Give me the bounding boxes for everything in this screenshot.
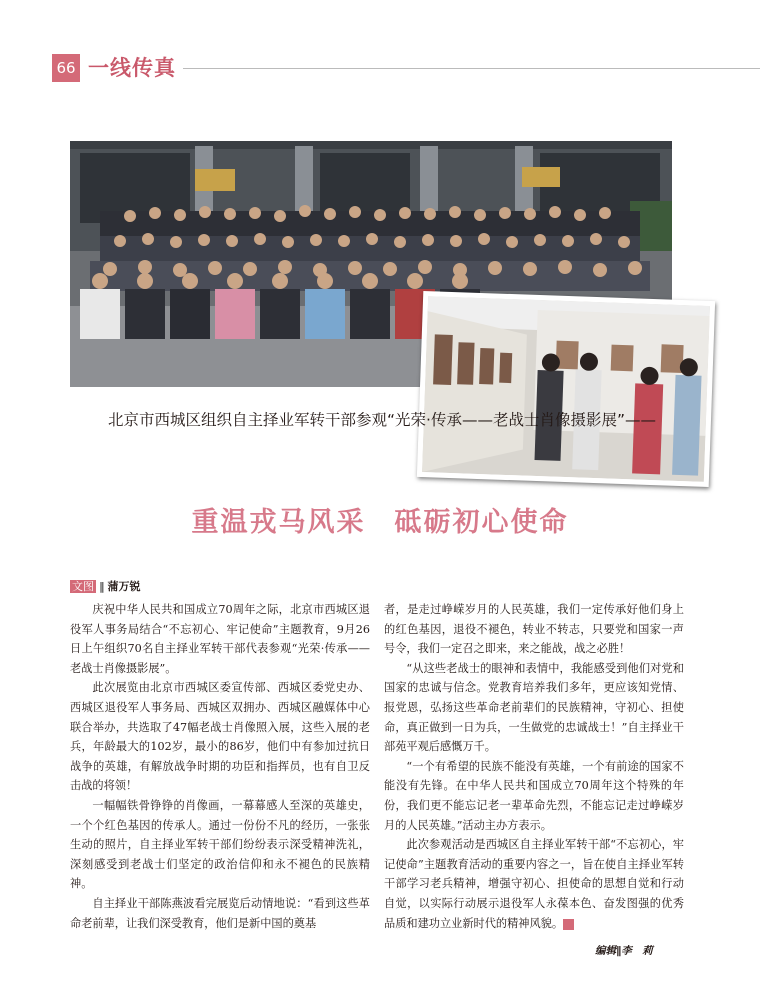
paragraph: 庆祝中华人民共和国成立70周年之际，北京市西城区退役军人事务局结合“不忘初心、牢记使命”主题教育，9月26日上午组织70名自主择业军转干部代表参观“光荣·传承——老战士肖像摄影展”。	[70, 603, 370, 675]
section-title: 一线传真	[88, 56, 176, 80]
header-divider	[183, 68, 760, 69]
byline-tag: 文图	[72, 580, 94, 593]
end-mark-icon: G	[563, 919, 574, 930]
byline	[70, 578, 141, 594]
paragraph: 者，是走过峥嵘岁月的人民英雄，我们一定传承好他们身上的红色基因，退役不褪色，转业不转志，只要党和国家一声号令，我们一定召之即来，来之能战，战之必胜！	[384, 603, 684, 656]
exhibition-photo	[417, 291, 715, 487]
paragraph: 此次展览由北京市西城区委宣传部、西城区委党史办、西城区退役军人事务局、西城区双拥办、西城区融媒体中心联合举办，共选取了47幅老战士肖像照入展，这些入展的老兵，年龄最大的102岁，最小的86岁，他们中有参加过抗日战争的英雄，有解放战争时期的功臣和指挥员，也有自卫反击战的将领！	[70, 681, 370, 793]
author-name: 蒲万锐	[107, 580, 141, 593]
photo-caption: 北京市西城区组织自主择业军转干部参观“光荣·传承——老战士肖像摄影展”——	[108, 411, 656, 429]
byline-separator: ‖	[99, 580, 105, 593]
page-number: 66	[52, 54, 80, 82]
article-column-right	[384, 600, 684, 933]
editor-credit: 编辑∥李 莉	[595, 945, 653, 957]
paragraph-text: 此次参观活动是西城区自主择业军转干部“不忘初心，牢记使命”主题教育活动的重要内容之一，旨在使自主择业军转干部学习老兵精神，增强守初心、担使命的思想自觉和行动自觉，以实际行动展示退役军人永葆本色、奋发图强的优秀品质和建功立业新时代的精神风貌。	[384, 838, 684, 930]
article-headline: 重温戎马风采 砥砺初心使命	[191, 507, 569, 538]
paragraph: 一幅幅铁骨铮铮的肖像画，一幕幕感人至深的英雄史，一个个红色基因的传承人。通过一份份不凡的经历，一张张生动的照片，自主择业军转干部们纷纷表示深受精神洗礼，深刻感受到老战士们坚定的政治信仰和永不褪色的民族精神。	[70, 798, 370, 891]
paragraph: “从这些老战士的眼神和表情中，我能感受到他们对党和国家的忠诚与信念。党教育培养我们多年，更应该知党情、报党恩，弘扬这些革命老前辈们的民族精神，守初心、担使命，真正做到一日为兵，一生做党的忠诚战士！”自主择业干部苑平观后感慨万千。	[384, 661, 684, 754]
article-column-left	[70, 600, 370, 933]
paragraph-last	[384, 835, 684, 933]
paragraph: “一个有希望的民族不能没有英雄，一个有前途的国家不能没有先锋。在中华人民共和国成立70周年这个特殊的年份，我们更不能忘记老一辈革命先烈，不能忘记走过峥嵘岁月的人民英雄。”活动主办方表示。	[384, 759, 684, 832]
paragraph: 自主择业干部陈燕波看完展览后动情地说：“看到这些革命老前辈，让我们深受教育，他们是新中国的奠基	[70, 896, 370, 930]
